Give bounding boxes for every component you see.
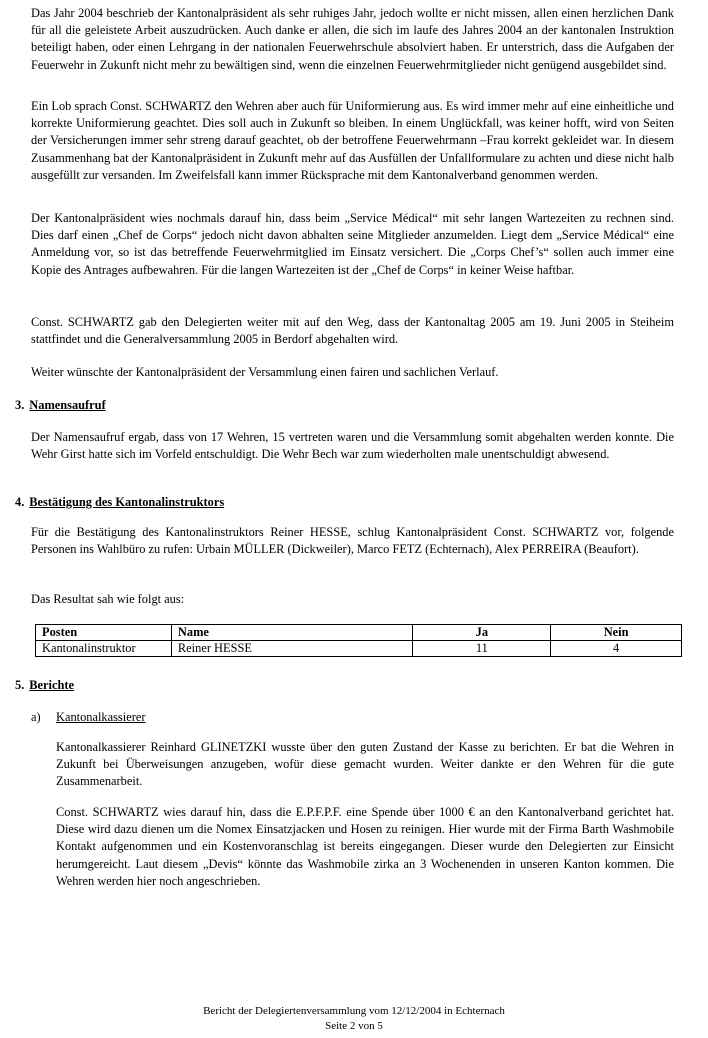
- section-heading-bestaetigung: [15, 494, 224, 510]
- section-number: 5.: [15, 678, 25, 692]
- table-header-posten: Posten: [36, 625, 172, 641]
- page-label: Seite: [325, 1020, 348, 1032]
- section-title: Namensaufruf: [29, 398, 106, 412]
- section-title: Berichte: [29, 678, 75, 692]
- table-header-row: [36, 625, 682, 641]
- subsection-heading-kantonalkassierer: [31, 709, 145, 725]
- table-row: [36, 641, 682, 657]
- paragraph-uniform-praise: Ein Lob sprach Const. SCHWARTZ den Wehren aber auch für Uniformierung aus. Es wird immer mehr auf eine einheitliche und korrekte Uniformierung geachtet. Dies soll auch in Zukunft so bleiben. In einem Unglückfall, was keiner hofft, wird von Seiten der Versicherungen immer sehr streng darauf geachtet, ob der betroffene Feuerwehrmann –Frau korrekt gekleidet war. In diesem Zusammenhang bat der Kantonalpräsident in Zukunft mehr auf das Ausfüllen der Unfallformulare zu achten und diese nicht halb ausgefüllt zur versanden. Im Zweifelsfall kann immer Rücksprache mit dem Kantonalverband genommen werden.: [31, 99, 674, 182]
- paragraph-treasurer-report: Kantonalkassierer Reinhard GLINETZKI wusste über den guten Zustand der Kasse zu berichten. Er bat die Wehren in Zukunft bei Überweisungen anzugeben, wofür diese gemacht wurden. Weiter dankte er den Wehren für die gute Zusammenarbeit.: [56, 740, 674, 789]
- section-heading-berichte: [15, 677, 74, 693]
- page-current: 2: [349, 1020, 356, 1032]
- table-header-name: Name: [171, 625, 413, 641]
- results-table: [35, 624, 682, 657]
- table-cell-ja: 11: [413, 641, 551, 657]
- footer-report-line: Bericht der Delegiertenversammlung vom 12/12/2004 in Echternach: [203, 1005, 505, 1017]
- table-header-nein: Nein: [551, 625, 682, 641]
- paragraph-wishes: Weiter wünschte der Kantonalpräsident der Versammlung einen fairen und sachlichen Verlauf.: [31, 365, 499, 379]
- paragraph-donation: Const. SCHWARTZ wies darauf hin, dass die E.P.F.P.F. eine Spende über 1000 € an den Kantonalverband gerichtet hat. Diese wird dazu dienen um die Nomex Einsatzjacken und Hosen zu reinigen. Hier wurde mit der Firma Barth Washmobile Kontakt aufgenommen und ein Kostenvoranschlag ist bereits eingegangen. Dieser wurde den Delegierten zur Einsicht herumgereicht. Laut diesem „Devis“ könnte das Washmobile zirka an 3 Wochenenden in unseren Kanton kommen. Die Wehren werden hier noch angeschrieben.: [56, 805, 674, 888]
- paragraph-service-medical: Der Kantonalpräsident wies nochmals darauf hin, dass beim „Service Médical“ mit sehr langen Wartezeiten zu rechnen sind. Dies darf einen „Chef de Corps“ jedoch nicht davon abhalten seine Mitglieder anzumelden. Liegt dem „Service Médical“ eine Anmeldung vor, so ist das betreffende Feuerwehrmitglied im Einsatz versichert. Die „Corps Chef’s“ sollen auch immer eine Kopie des Antrages aufbewahren. Für die langen Wartezeiten ist der „Chef de Corps“ in keiner Weise haftbar.: [31, 211, 674, 277]
- section-number: 4.: [15, 495, 25, 509]
- subsection-letter: a): [31, 710, 41, 724]
- paragraph-kantonaltag: Const. SCHWARTZ gab den Delegierten weiter mit auf den Weg, dass der Kantonaltag 2005 am 19. Juni 2005 in Steiheim stattfindet und die Generalversammlung 2005 in Berdorf abgehalten wird.: [31, 315, 674, 347]
- page-von: von: [358, 1020, 375, 1032]
- paragraph-roll-call: Der Namensaufruf ergab, dass von 17 Wehren, 15 vertreten waren und die Versammlung somit abgehalten werden konnte. Die Wehr Girst hatte sich im Vorfeld entschuldigt. Die Wehr Bech war zum wiederholten male unentschuldigt abwesend.: [31, 430, 674, 462]
- paragraph-election-office: Für die Bestätigung des Kantonalinstruktors Reiner HESSE, schlug Kantonalpräsident Const. SCHWARTZ vor, folgende Personen ins Wahlbüro zu rufen: Urbain MÜLLER (Dickweiler), Marco FETZ (Echternach), Alex PERREIRA (Beaufort).: [31, 525, 674, 557]
- table-cell-nein: 4: [551, 641, 682, 657]
- table-header-ja: Ja: [413, 625, 551, 641]
- table-cell-name: Reiner HESSE: [171, 641, 413, 657]
- section-heading-namensaufruf: [15, 397, 106, 413]
- paragraph-result-intro: Das Resultat sah wie folgt aus:: [31, 592, 185, 606]
- section-number: 3.: [15, 398, 25, 412]
- subsection-title: Kantonalkassierer: [56, 710, 146, 724]
- footer-page-number: [0, 1019, 708, 1033]
- section-title: Bestätigung des Kantonalinstruktors: [29, 495, 225, 509]
- page-total: 5: [377, 1020, 383, 1032]
- paragraph-annual-summary: Das Jahr 2004 beschrieb der Kantonalpräsident als sehr ruhiges Jahr, jedoch wollte er nicht missen, allen einen herzlichen Dank für all die geleistete Arbeit auszudrücken. Auch danke er allen, die sich im laufe des Jahres 2004 an der kantonalen Instruktion beteiligt haben, oder einen Lehrgang in der nationalen Feuerwehrschule absolviert haben. Er unterstrich, dass die Aufgaben der Feuerwehr in Zukunft nicht mehr zu bewältigen sind, wenn die einzelnen Feuerwehrmitglieder nicht genügend ausgebildet sind.: [31, 6, 674, 72]
- table-cell-posten: Kantonalinstruktor: [36, 641, 172, 657]
